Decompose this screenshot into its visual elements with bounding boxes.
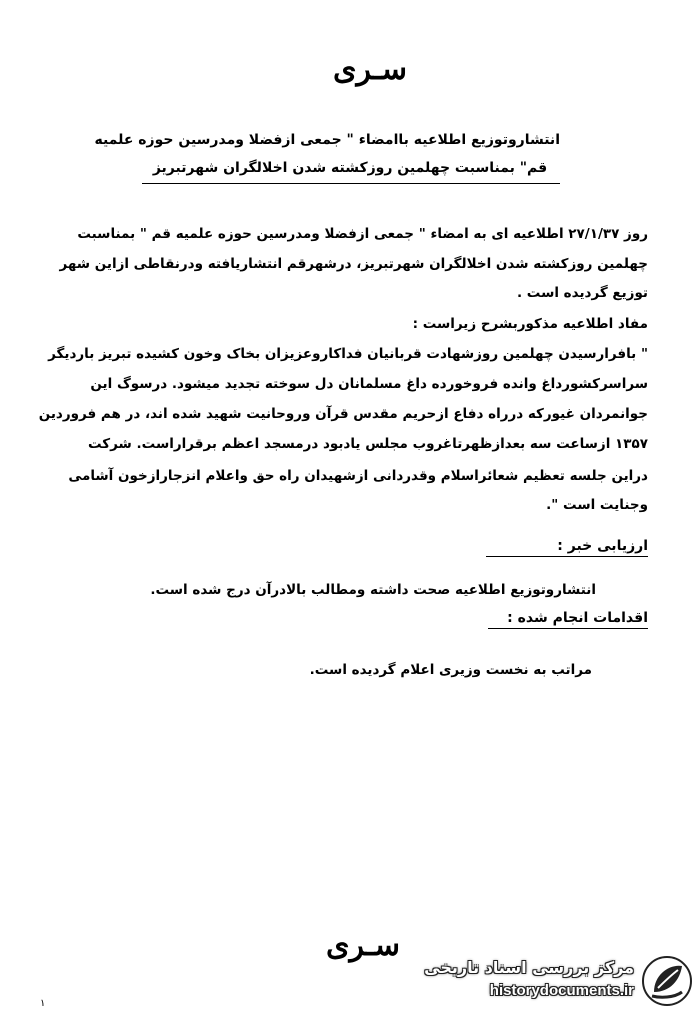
subject-line-2: قم" بمناسبت چهلمین روزکشته شدن اخلالگران شهرتبریز xyxy=(152,160,548,176)
classification-top: سـری xyxy=(333,52,407,87)
classification-bottom: سـری xyxy=(326,928,400,963)
body-line: مفاد اطلاعیه مذکوربشرح زیراست : xyxy=(412,316,648,332)
watermark xyxy=(424,952,694,1010)
actions-underline xyxy=(488,628,648,629)
actions-text: مراتب به نخست وزیری اعلام گردیده است. xyxy=(309,662,592,678)
quote-line: وجنایت است ". xyxy=(546,497,648,513)
watermark-url: historydocuments.ir xyxy=(489,982,634,999)
evaluation-underline xyxy=(486,556,648,557)
quote-line: دراین جلسه تعظیم شعائراسلام وقدردانی ازشهیدان راه حق واعلام انزجارازخون آشامی xyxy=(68,468,648,484)
evaluation-heading: ارزیابی خبر : xyxy=(557,538,648,554)
quote-line: جوانمردان غیورکه درراه دفاع ازحریم مقدس قرآن وروحانیت شهید شده اند، در هم فروردین xyxy=(38,406,648,422)
quote-line: سراسرکشورداغ وانده فروخورده داغ مسلمانان دل سوخته تجدید میشود. درسوگ این xyxy=(90,376,648,392)
archive-leaf-logo-icon xyxy=(640,954,694,1008)
actions-heading: اقدامات انجام شده : xyxy=(507,610,648,626)
subject-underline xyxy=(142,183,560,184)
watermark-title: مرکز بررسی اسناد تاریخی xyxy=(424,958,634,977)
page-number: ۱ xyxy=(40,998,46,1009)
quote-line: " بافرارسیدن چهلمین روزشهادت قربانیان فداکاروعزیزان بخاک وخون کشیده تبریز باردیگر xyxy=(48,346,648,362)
body-line: چهلمین روزکشته شدن اخلالگران شهرتبریز، درشهرقم انتشاریافته ودرنقاطی ازاین شهر xyxy=(59,256,648,272)
subject-line-1: انتشاروتوزیع اطلاعیه باامضاء " جمعی ازفضلا ومدرسین حوزه علمیه xyxy=(94,132,560,148)
body-line: توزیع گردیده است . xyxy=(516,285,648,301)
evaluation-text: انتشاروتوزیع اطلاعیه صحت داشته ومطالب بالادرآن درج شده است. xyxy=(150,582,596,598)
body-line: روز ۲۷/۱/۳۷ اطلاعیه ای به امضاء " جمعی ازفضلا ومدرسین حوزه علمیه قم " بمناسبت xyxy=(77,226,648,242)
quote-line: ۱۳۵۷ ازساعت سه بعدازظهرتاغروب مجلس یادبود درمسجد اعظم برقراراست. شرکت xyxy=(88,436,648,452)
